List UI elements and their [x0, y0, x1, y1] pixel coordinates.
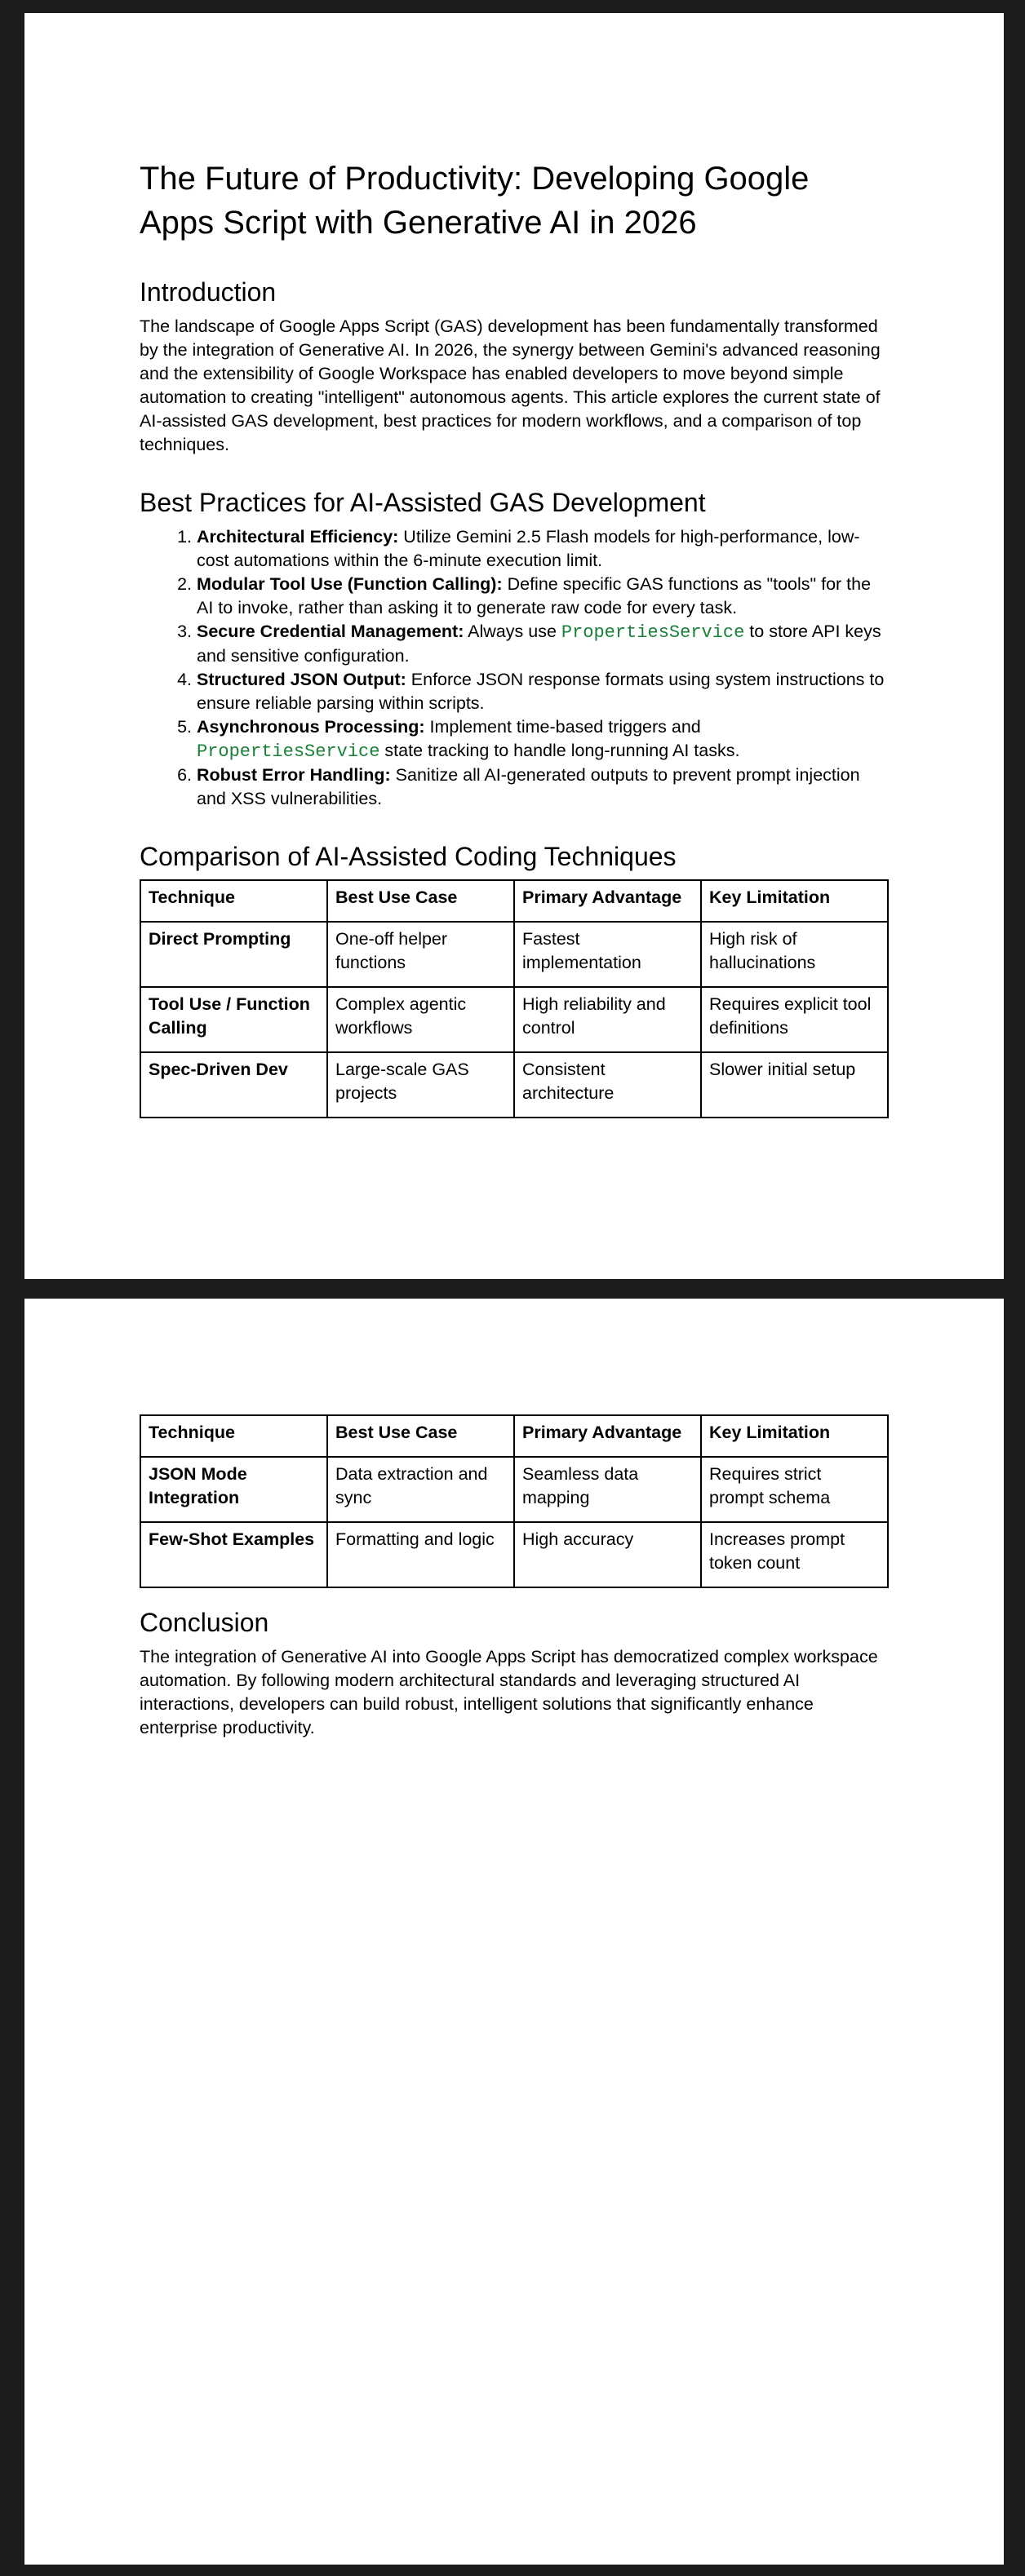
table-cell: Increases prompt token count	[701, 1522, 888, 1587]
table-cell: Fastest implementation	[514, 922, 701, 987]
list-item-text: Define specific GAS functions as "tools" for the AI to invoke, rather than asking it to generate raw code for every task.	[197, 574, 872, 617]
code-span: PropertiesService	[197, 741, 380, 762]
table-cell: Consistent architecture	[514, 1052, 701, 1118]
comparison-heading: Comparison of AI-Assisted Coding Techniques	[140, 842, 677, 871]
table-row	[140, 1457, 888, 1522]
page-1-content	[140, 157, 889, 1148]
table-row	[140, 987, 888, 1052]
table-cell: Seamless data mapping	[514, 1457, 701, 1522]
list-item-label: Architectural Efficiency:	[197, 527, 399, 547]
column-header: Best Use Case	[327, 880, 514, 922]
table-row	[140, 1052, 888, 1118]
list-item	[197, 764, 889, 811]
comparison-table-continued	[140, 1414, 889, 1588]
list-item-label: Robust Error Handling:	[197, 765, 391, 785]
list-item-label: Structured JSON Output:	[197, 670, 406, 689]
list-item-text: Always use	[464, 622, 561, 641]
list-item	[197, 573, 889, 620]
conclusion-paragraph: The integration of Generative AI into Google Apps Script has democratized complex workspace automation. By following modern architectural standards and leveraging structured AI interactions, developers can build robust, intelligent solutions that significantly enhance enterprise productivity.	[140, 1647, 878, 1737]
list-item-text: Utilize Gemini 2.5 Flash models for high-performance, low-cost automations within the 6-minute execution limit.	[197, 527, 860, 570]
code-span: PropertiesService	[561, 622, 745, 643]
table-cell: Direct Prompting	[140, 922, 327, 987]
table-row	[140, 1522, 888, 1587]
table-cell: Slower initial setup	[701, 1052, 888, 1118]
table-cell: Tool Use / Function Calling	[140, 987, 327, 1052]
document-title: The Future of Productivity: Developing Google Apps Script with Generative AI in 2026	[140, 161, 810, 241]
table-cell: High risk of hallucinations	[701, 922, 888, 987]
introduction-section	[140, 276, 889, 457]
table-cell: Data extraction and sync	[327, 1457, 514, 1522]
table-header-row	[140, 1415, 888, 1457]
list-item	[197, 668, 889, 715]
table-row	[140, 922, 888, 987]
introduction-heading: Introduction	[140, 277, 277, 307]
best-practices-list	[140, 525, 889, 811]
table-header-row	[140, 880, 888, 922]
list-item-text: Sanitize all AI-generated outputs to prevent prompt injection and XSS vulnerabilities.	[197, 765, 860, 808]
table-cell: Requires strict prompt schema	[701, 1457, 888, 1522]
table-cell: Formatting and logic	[327, 1522, 514, 1587]
list-item	[197, 715, 889, 764]
column-header: Key Limitation	[701, 880, 888, 922]
document-page-1	[24, 13, 1004, 1279]
list-item-text: to store API keys and sensitive configuration.	[197, 622, 881, 666]
table-cell: Few-Shot Examples	[140, 1522, 327, 1587]
list-item-label: Asynchronous Processing:	[197, 717, 425, 737]
column-header: Technique	[140, 880, 327, 922]
introduction-paragraph: The landscape of Google Apps Script (GAS) development has been fundamentally transformed by the integration of Generative AI. In 2026, the synergy between Gemini's advanced reasoning and the extensibility of Google Workspace has enabled developers to move beyond simple automation to creating "intelligent" autonomous agents. This article explores the current state of AI-assisted GAS development, best practices for modern workflows, and a comparison of top techniques.	[140, 316, 881, 454]
table-cell: JSON Mode Integration	[140, 1457, 327, 1522]
table-cell: Large-scale GAS projects	[327, 1052, 514, 1118]
page-2-content	[140, 1414, 889, 1756]
table-cell: High accuracy	[514, 1522, 701, 1587]
list-item-label: Secure Credential Management:	[197, 622, 464, 641]
best-practices-heading: Best Practices for AI-Assisted GAS Development	[140, 488, 706, 517]
column-header: Primary Advantage	[514, 1415, 701, 1457]
conclusion-heading: Conclusion	[140, 1608, 269, 1637]
table-cell: High reliability and control	[514, 987, 701, 1052]
column-header: Technique	[140, 1415, 327, 1457]
column-header: Key Limitation	[701, 1415, 888, 1457]
best-practices-section	[140, 486, 889, 811]
list-item-text: Implement time-based triggers and	[424, 717, 701, 737]
document-page-2	[24, 1299, 1004, 2565]
conclusion-section	[140, 1606, 889, 1740]
table-cell: Requires explicit tool definitions	[701, 987, 888, 1052]
table-cell: Complex agentic workflows	[327, 987, 514, 1052]
table-cell: One-off helper functions	[327, 922, 514, 987]
list-item-label: Modular Tool Use (Function Calling):	[197, 574, 503, 594]
column-header: Best Use Case	[327, 1415, 514, 1457]
comparison-table	[140, 879, 889, 1118]
list-item-text: state tracking to handle long-running AI tasks.	[379, 741, 740, 760]
comparison-section	[140, 840, 889, 1118]
list-item	[197, 620, 889, 668]
table-cell: Spec-Driven Dev	[140, 1052, 327, 1118]
list-item	[197, 525, 889, 573]
list-item-text: Enforce JSON response formats using system instructions to ensure reliable parsing within scripts.	[197, 670, 885, 713]
column-header: Primary Advantage	[514, 880, 701, 922]
